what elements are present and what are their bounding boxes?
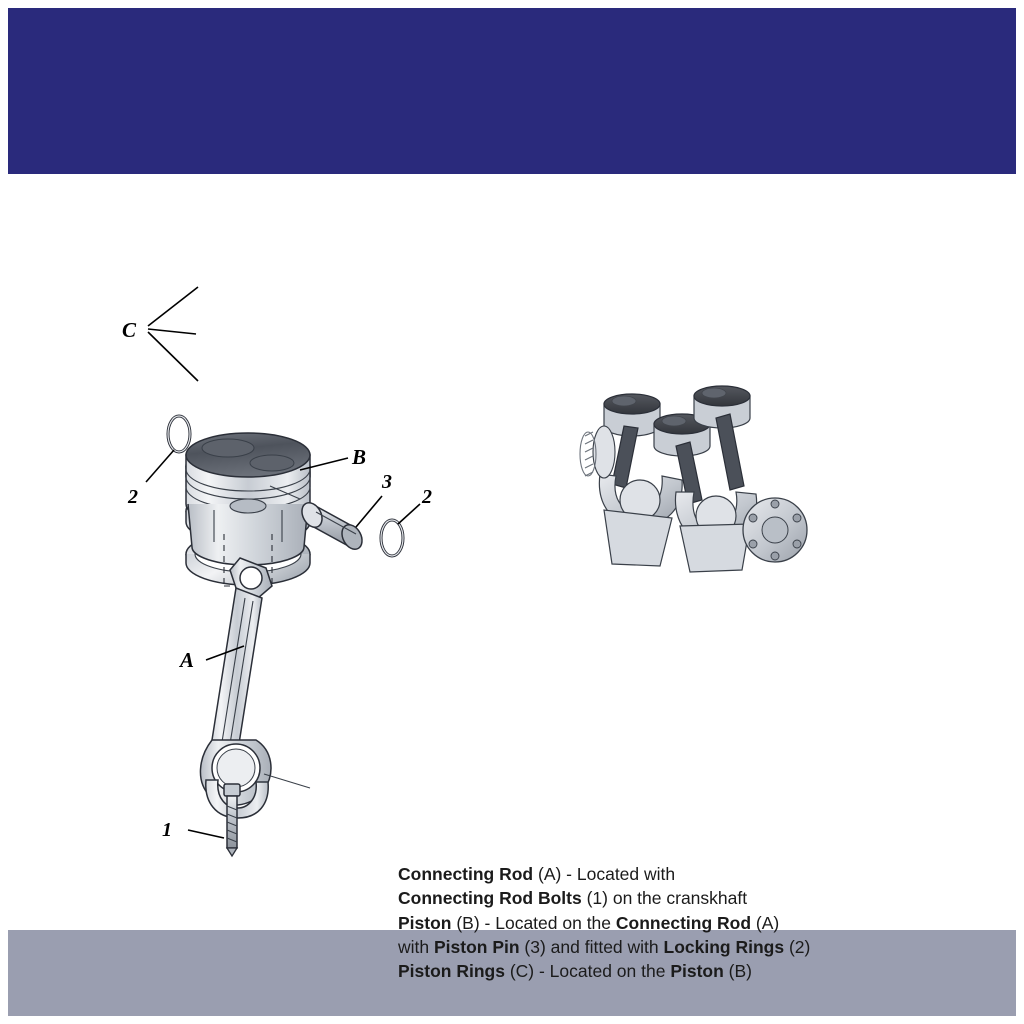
part-crankshaft-assembly xyxy=(580,386,807,572)
diagram-caption xyxy=(398,862,918,983)
part-locking-ring-right xyxy=(381,520,403,556)
callout-1-label: 1 xyxy=(162,819,172,841)
leader-line-2-right xyxy=(398,504,420,524)
caption-line-4: with Piston Pin (3) and fitted with Locking Rings (2) xyxy=(398,936,811,957)
leader-line-3 xyxy=(356,496,382,527)
callout-3-label: 3 xyxy=(382,471,392,493)
callout-A-label: A xyxy=(180,648,195,672)
caption-line-5: Piston Rings (C) - Located on the Piston (B) xyxy=(398,961,753,982)
caption-line-1: Connecting Rod (A) - Located with xyxy=(398,864,676,884)
callout-2-left-label: 2 xyxy=(128,486,138,508)
exploded-view-diagram xyxy=(0,174,1024,982)
leader-line-2-left xyxy=(146,450,174,482)
leader-line-1 xyxy=(188,830,224,838)
callout-B-label: B xyxy=(352,445,367,469)
caption-line-2: Connecting Rod Bolts (1) on the cranskhaft xyxy=(398,888,748,909)
part-locking-ring-left xyxy=(168,416,190,452)
part-connecting-rod xyxy=(200,558,272,818)
part-connecting-rod-bolt xyxy=(224,784,240,856)
caption-line-3: Piston (B) - Located on the Connecting Rod (A) xyxy=(398,912,780,933)
leader-lines-C xyxy=(148,287,198,381)
top-color-band xyxy=(8,8,1016,174)
rod-detail-line xyxy=(264,774,310,788)
callout-C-label: C xyxy=(122,318,137,342)
part-piston xyxy=(186,433,310,565)
callout-2-right-label: 2 xyxy=(422,486,432,508)
diagram-artwork xyxy=(0,174,1024,930)
